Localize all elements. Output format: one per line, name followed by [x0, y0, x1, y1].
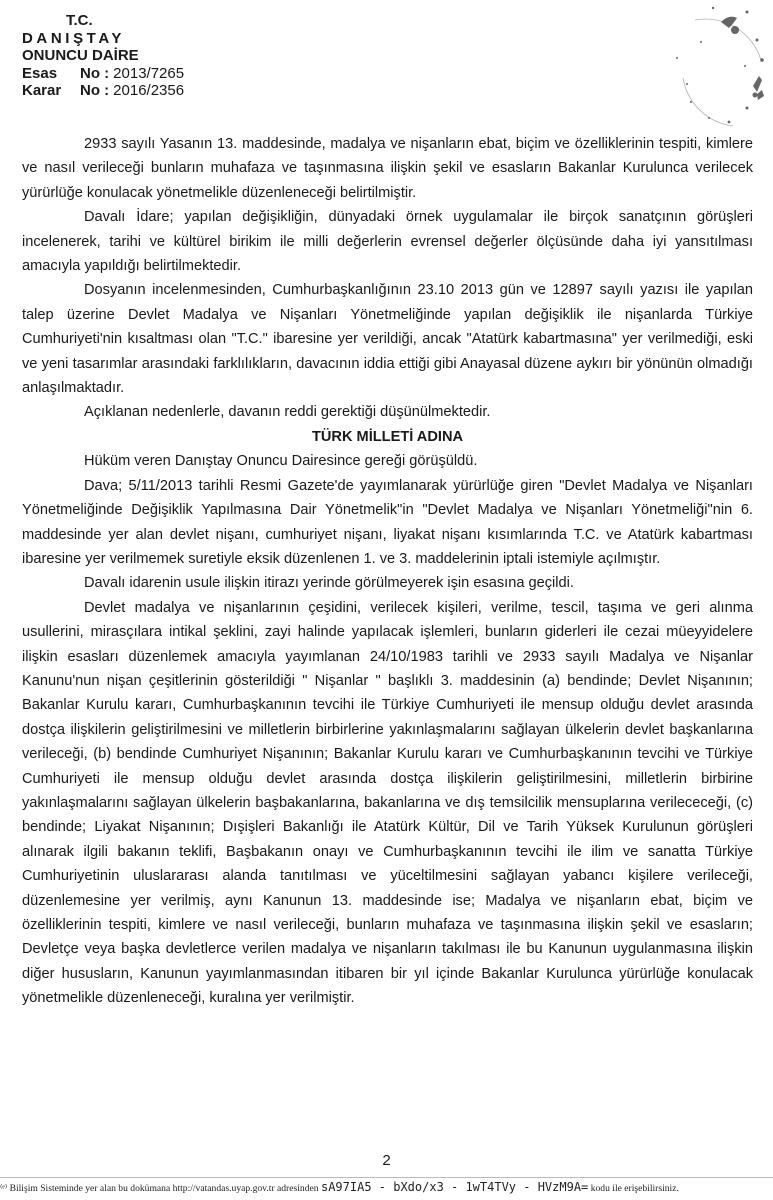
esas-value: 2013/7265 [113, 64, 185, 82]
document-header [22, 12, 184, 100]
document-body [22, 132, 753, 1011]
verification-footer [0, 1180, 773, 1194]
paragraph: Açıklanan nedenlerle, davanın reddi gerektiği düşünülmektedir. [84, 404, 491, 421]
paragraph: 2933 sayılı Yasanın 13. maddesinde, madalya ve nişanların ebat, biçim ve özelliklerinin tespiti, kimlere ve nasıl verileceği bunların muhafaza ve taşınmasına ilişkin şekil ve esasların Bakanlar Kurulunca verilecek yürürlüğe konulacak yönetmelikle düzenleneceği belirtilmiştir. [22, 136, 753, 201]
karar-row [22, 82, 184, 100]
page-number: 2 [382, 1152, 391, 1169]
official-seal-stamp [617, 0, 767, 140]
footer-divider [0, 1177, 773, 1178]
paragraph: Davalı idarenin usule ilişkin itirazı yerinde görülmeyerek işin esasına geçildi. [84, 575, 574, 592]
footer-text: ⁽ᵉ⁾ Bilişim Sisteminde yer alan bu dokümana http://vatandas.uyap.gov.tr adresinden [0, 1183, 319, 1194]
paragraph: Davalı İdare; yapılan değişikliğin, dünyadaki örnek uygulamalar ile birçok sanatçının görüşleri incelenerek, tarihi ve kültürel birikim ile milli değerlerin evrensel değerler ölçüsünde daha iyi yansıtılması amacıyla yapıldığı belirtilmektedir. [22, 209, 753, 275]
karar-value: 2016/2356 [113, 82, 185, 99]
esas-label: Esas [22, 64, 58, 82]
verification-code: sA97IA5 - bXdo/x3 - 1wT4TVy - HVzM9A= [320, 1180, 589, 1194]
paragraph: Dava; 5/11/2013 tarihli Resmi Gazete'de yayımlanarak yürürlüğe giren "Devlet Madalya ve Nişanları Yönetmeliğinde Değişiklik Yapılmasına Dair Yönetmelik"in "Devlet Madalya ve Nişanları Yönetmeliği"nin 6. maddesinde yer alan devlet nişanı, cumhuriyet nişanı, liyakat nişanı kısımlarında T.C. ve Atatürk kabartması ibaresine yer verilmemek suretiyle eksik düzenlenen 1. ve 3. maddelerinin iptali istemiyle açılmıştır. [22, 477, 753, 567]
footer-text-end: kodu ile erişebilirsiniz. [590, 1183, 679, 1194]
paragraph: Hüküm veren Danıştay Onuncu Dairesince gereği görüşüldü. [84, 453, 478, 470]
header-court: DANIŞTAY [22, 29, 125, 47]
karar-no-label: No : [80, 82, 110, 99]
paragraph: Dosyanın incelenmesinden, Cumhurbaşkanlığının 23.10 2013 gün ve 12897 sayılı yazısı ile yapılan talep üzerine Devlet Madalya ve Nişanları Yönetmeliğinde yapılan değişiklik ile nişanlarda Türkiye Cumhuriyeti'nin kısaltması olan "T.C." ibaresine yer verildiği, ancak "Atatürk kabartmasına" yer verilmediği, eski ve yeni tasarımlar arasındaki farklılıkların, davacının iddia ettiği gibi Anayasal düzene aykırı bir yönünün olmadığı anlaşılmaktadır. [22, 282, 753, 397]
header-tc: T.C. [66, 12, 93, 29]
karar-label: Karar [22, 82, 62, 99]
section-heading: TÜRK MİLLETİ ADINA [311, 428, 464, 445]
esas-row [22, 65, 184, 83]
header-chamber: ONUNCU DAİRE [22, 47, 139, 64]
esas-no-label: No : [80, 64, 110, 82]
paragraph: Devlet madalya ve nişanlarının çeşidini, verilecek kişileri, verilme, tescil, taşıma ve geri alınma usullerini, mirasçılara intikal şeklini, zayi halinde yapılacak işlemleri, bunların giderleri ile cezai müeyyidelere ilişkin esasları düzenlemek amacıyla yayımlanan 24/10/1983 tarihli ve 2933 sayılı Madalya ve Nişanlar Kanunu'nun nişan çeşitlerinin gösterildiği " Nişanlar " başlıklı 3. maddesinin (a) bendinde; Devlet Nişanının; Bakanlar Kurulu kararı, Cumhurbaşkanının tevcihi ile Türkiye Cumhuriyeti ile mensup olduğu devlet arasında dostça ilişkilerin geliştirilmesini ve milletlerin birbirlerine yakınlaşmalarını sağlayan ülkelerin devlet başkanlarına verileceği, (b) bendinde Cumhuriyet Nişanının; Bakanlar Kurulu kararı ve Cumhurbaşkanının tevcihi ve Türkiye Cumhuriyeti ile mensup olduğu devlet arasında dostça ilişkilerin geliştirilmesini, milletlerin birbirine yakınlaşmalarını sağlayan ülkelerin başbakanlarına, bakanlarına ve dış temsilcilik mensuplarına verilececeği, (c) bendinde; Liyakat Nişanının; Dışişleri Bakanlığı ile Atatürk Kültür, Dil ve Tarih Yüksek Kurulunun görüşleri alınarak ilgili bakanın teklifi, Başbakanın onayı ve Cumhurbaşkanının tevcihi ile ilim ve sanatta Türkiye Cumhuriyetinin uluslararası alanda tanıtılması ve yüceltilmesini sağlayan yabancı kişilere verileceği, düzenlemesine yer verilmiş, aynı Kanunun 13. maddesinde ise; Madalya ve nişanların ebat, biçim ve özelliklerinin tespiti, kimlere ve nasıl verileceği, bunların muhafaza ve taşınmasına ilişkin şekil ve esasların; Devletçe veya başka devletlerce verilen madalya ve nişanların takılması ile bu Kanunun uygulanmasına ilişkin diğer hususların, Kanunun yayımlanmasından itibaren bir yıl içinde Bakanlar Kurulunca yürürlüğe konulacak yönetmelikle düzenleneceği, kuralına yer verilmiştir. [22, 599, 753, 1007]
